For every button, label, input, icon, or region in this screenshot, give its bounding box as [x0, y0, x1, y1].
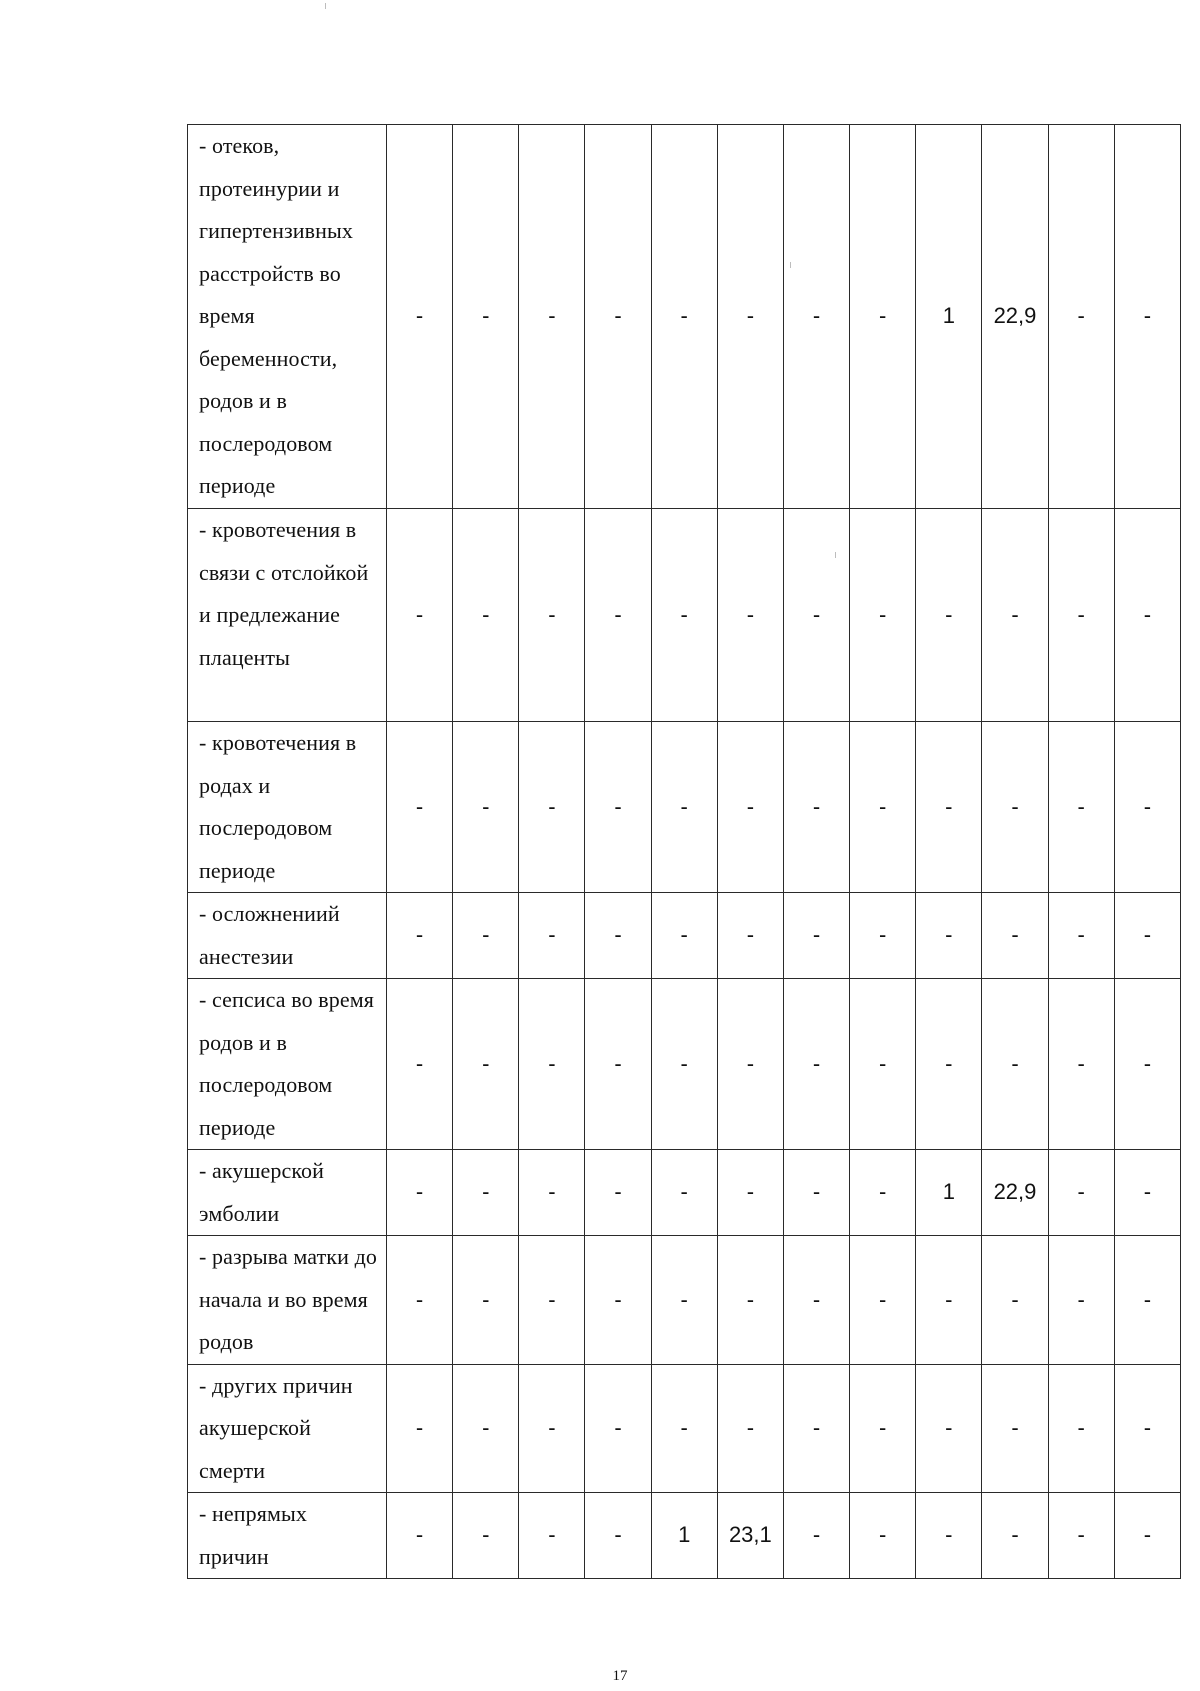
- table-row: [188, 893, 1181, 979]
- table-cell: -: [982, 722, 1048, 893]
- table-cell: -: [850, 1150, 916, 1236]
- table-cell: -: [651, 722, 717, 893]
- table-cell: -: [1048, 979, 1114, 1150]
- table-cell: -: [453, 722, 519, 893]
- table-cell: -: [1048, 1493, 1114, 1579]
- table-cell: -: [453, 1364, 519, 1493]
- table-cell: -: [519, 722, 585, 893]
- table-cell: -: [585, 722, 651, 893]
- table-cell: -: [717, 509, 783, 722]
- table-cell: -: [585, 1493, 651, 1579]
- table-cell: -: [850, 979, 916, 1150]
- table-cell: -: [453, 979, 519, 1150]
- table-cell: -: [387, 509, 453, 722]
- table-cell: -: [519, 1364, 585, 1493]
- table-cell: -: [585, 1236, 651, 1365]
- table-cell: -: [850, 1236, 916, 1365]
- table-cell: -: [982, 1236, 1048, 1365]
- table-cell: -: [387, 125, 453, 509]
- row-label: - осложнениий анестезии: [188, 893, 387, 979]
- table-row: [188, 125, 1181, 509]
- table-row: [188, 509, 1181, 722]
- table-cell: 1: [916, 1150, 982, 1236]
- table-cell: -: [717, 125, 783, 509]
- table-cell: -: [783, 1493, 849, 1579]
- row-label: - отеков, протеинурии и гипертензивных расстройств во время беременности, родов и в послеродовом периоде: [188, 125, 387, 509]
- table-cell: -: [519, 1236, 585, 1365]
- table-cell: -: [850, 1364, 916, 1493]
- table-cell: -: [783, 893, 849, 979]
- table-cell: -: [1114, 722, 1180, 893]
- table-cell: 23,1: [717, 1493, 783, 1579]
- scan-speck: [835, 552, 836, 558]
- table-cell: -: [651, 1364, 717, 1493]
- table-cell: 1: [916, 125, 982, 509]
- table-cell: -: [717, 1364, 783, 1493]
- table-cell: -: [387, 1236, 453, 1365]
- table-cell: -: [1048, 1364, 1114, 1493]
- table-cell: -: [453, 1150, 519, 1236]
- table-cell: -: [783, 722, 849, 893]
- table-row: [188, 722, 1181, 893]
- table-cell: -: [519, 1493, 585, 1579]
- scan-speck: [790, 262, 791, 268]
- table-cell: -: [585, 979, 651, 1150]
- table-cell: -: [651, 1150, 717, 1236]
- table-row: [188, 979, 1181, 1150]
- scan-speck: [325, 3, 326, 9]
- table-cell: -: [585, 1364, 651, 1493]
- table-row: [188, 1364, 1181, 1493]
- row-label: - других причин акушерской смерти: [188, 1364, 387, 1493]
- table-cell: -: [585, 509, 651, 722]
- table-cell: -: [783, 1150, 849, 1236]
- table-cell: -: [651, 979, 717, 1150]
- table-cell: -: [916, 722, 982, 893]
- table-cell: -: [453, 125, 519, 509]
- table-cell: -: [387, 1150, 453, 1236]
- table-cell: -: [651, 1236, 717, 1365]
- table-cell: -: [1048, 1236, 1114, 1365]
- table-cell: -: [916, 893, 982, 979]
- table-cell: -: [1114, 1364, 1180, 1493]
- table-cell: -: [387, 1493, 453, 1579]
- table-cell: -: [1048, 125, 1114, 509]
- table-cell: -: [387, 1364, 453, 1493]
- table-cell: -: [916, 1236, 982, 1365]
- table-cell: -: [387, 979, 453, 1150]
- table-cell: -: [453, 1236, 519, 1365]
- row-label: - акушерской эмболии: [188, 1150, 387, 1236]
- table-row: [188, 1236, 1181, 1365]
- row-label: - сепсиса во время родов и в послеродовом периоде: [188, 979, 387, 1150]
- table-cell: -: [1048, 722, 1114, 893]
- table-cell: -: [519, 1150, 585, 1236]
- table-cell: -: [850, 125, 916, 509]
- table-cell: -: [519, 125, 585, 509]
- table-cell: -: [783, 1364, 849, 1493]
- table-cell: -: [1114, 1493, 1180, 1579]
- table-cell: -: [585, 1150, 651, 1236]
- table-row: [188, 1150, 1181, 1236]
- table-cell: 22,9: [982, 1150, 1048, 1236]
- table-cell: -: [387, 722, 453, 893]
- row-label: - кровотечения в родах и послеродовом периоде: [188, 722, 387, 893]
- table-cell: -: [1114, 1236, 1180, 1365]
- table-cell: -: [1114, 979, 1180, 1150]
- table-cell: -: [916, 509, 982, 722]
- table-cell: -: [651, 509, 717, 722]
- table-cell: -: [982, 979, 1048, 1150]
- table-cell: -: [783, 125, 849, 509]
- row-label: - непрямых причин: [188, 1493, 387, 1579]
- table-cell: -: [982, 1493, 1048, 1579]
- table-cell: 1: [651, 1493, 717, 1579]
- table-cell: 22,9: [982, 125, 1048, 509]
- table-cell: -: [1114, 125, 1180, 509]
- table-cell: -: [453, 1493, 519, 1579]
- table-cell: -: [1048, 509, 1114, 722]
- table-cell: -: [717, 979, 783, 1150]
- table-cell: -: [916, 1364, 982, 1493]
- table-cell: -: [1114, 509, 1180, 722]
- table-cell: -: [519, 979, 585, 1150]
- maternal-mortality-table: [187, 124, 1181, 1579]
- table-cell: -: [850, 509, 916, 722]
- table-cell: -: [982, 1364, 1048, 1493]
- table-cell: -: [453, 509, 519, 722]
- table-cell: -: [717, 1236, 783, 1365]
- table-row: [188, 1493, 1181, 1579]
- table-cell: -: [519, 893, 585, 979]
- table-cell: -: [651, 125, 717, 509]
- table-cell: -: [1048, 893, 1114, 979]
- table-cell: -: [982, 509, 1048, 722]
- table-cell: -: [850, 722, 916, 893]
- table-cell: -: [850, 1493, 916, 1579]
- table-cell: -: [453, 893, 519, 979]
- table-cell: -: [916, 979, 982, 1150]
- table-cell: -: [1114, 1150, 1180, 1236]
- table-cell: -: [850, 893, 916, 979]
- table-cell: -: [717, 1150, 783, 1236]
- table-cell: -: [783, 1236, 849, 1365]
- table-cell: -: [1114, 893, 1180, 979]
- table-cell: -: [717, 893, 783, 979]
- table-cell: -: [651, 893, 717, 979]
- row-label: - кровотечения в связи с отслойкой и предлежание плаценты: [188, 509, 387, 722]
- table-cell: -: [1048, 1150, 1114, 1236]
- table-cell: -: [387, 893, 453, 979]
- table-cell: -: [519, 509, 585, 722]
- table-cell: -: [585, 125, 651, 509]
- table-cell: -: [916, 1493, 982, 1579]
- row-label: - разрыва матки до начала и во время родов: [188, 1236, 387, 1365]
- table-cell: -: [982, 893, 1048, 979]
- table-cell: -: [585, 893, 651, 979]
- table-cell: -: [717, 722, 783, 893]
- table-cell: -: [783, 979, 849, 1150]
- table-cell: -: [783, 509, 849, 722]
- page-number: 17: [612, 1668, 628, 1684]
